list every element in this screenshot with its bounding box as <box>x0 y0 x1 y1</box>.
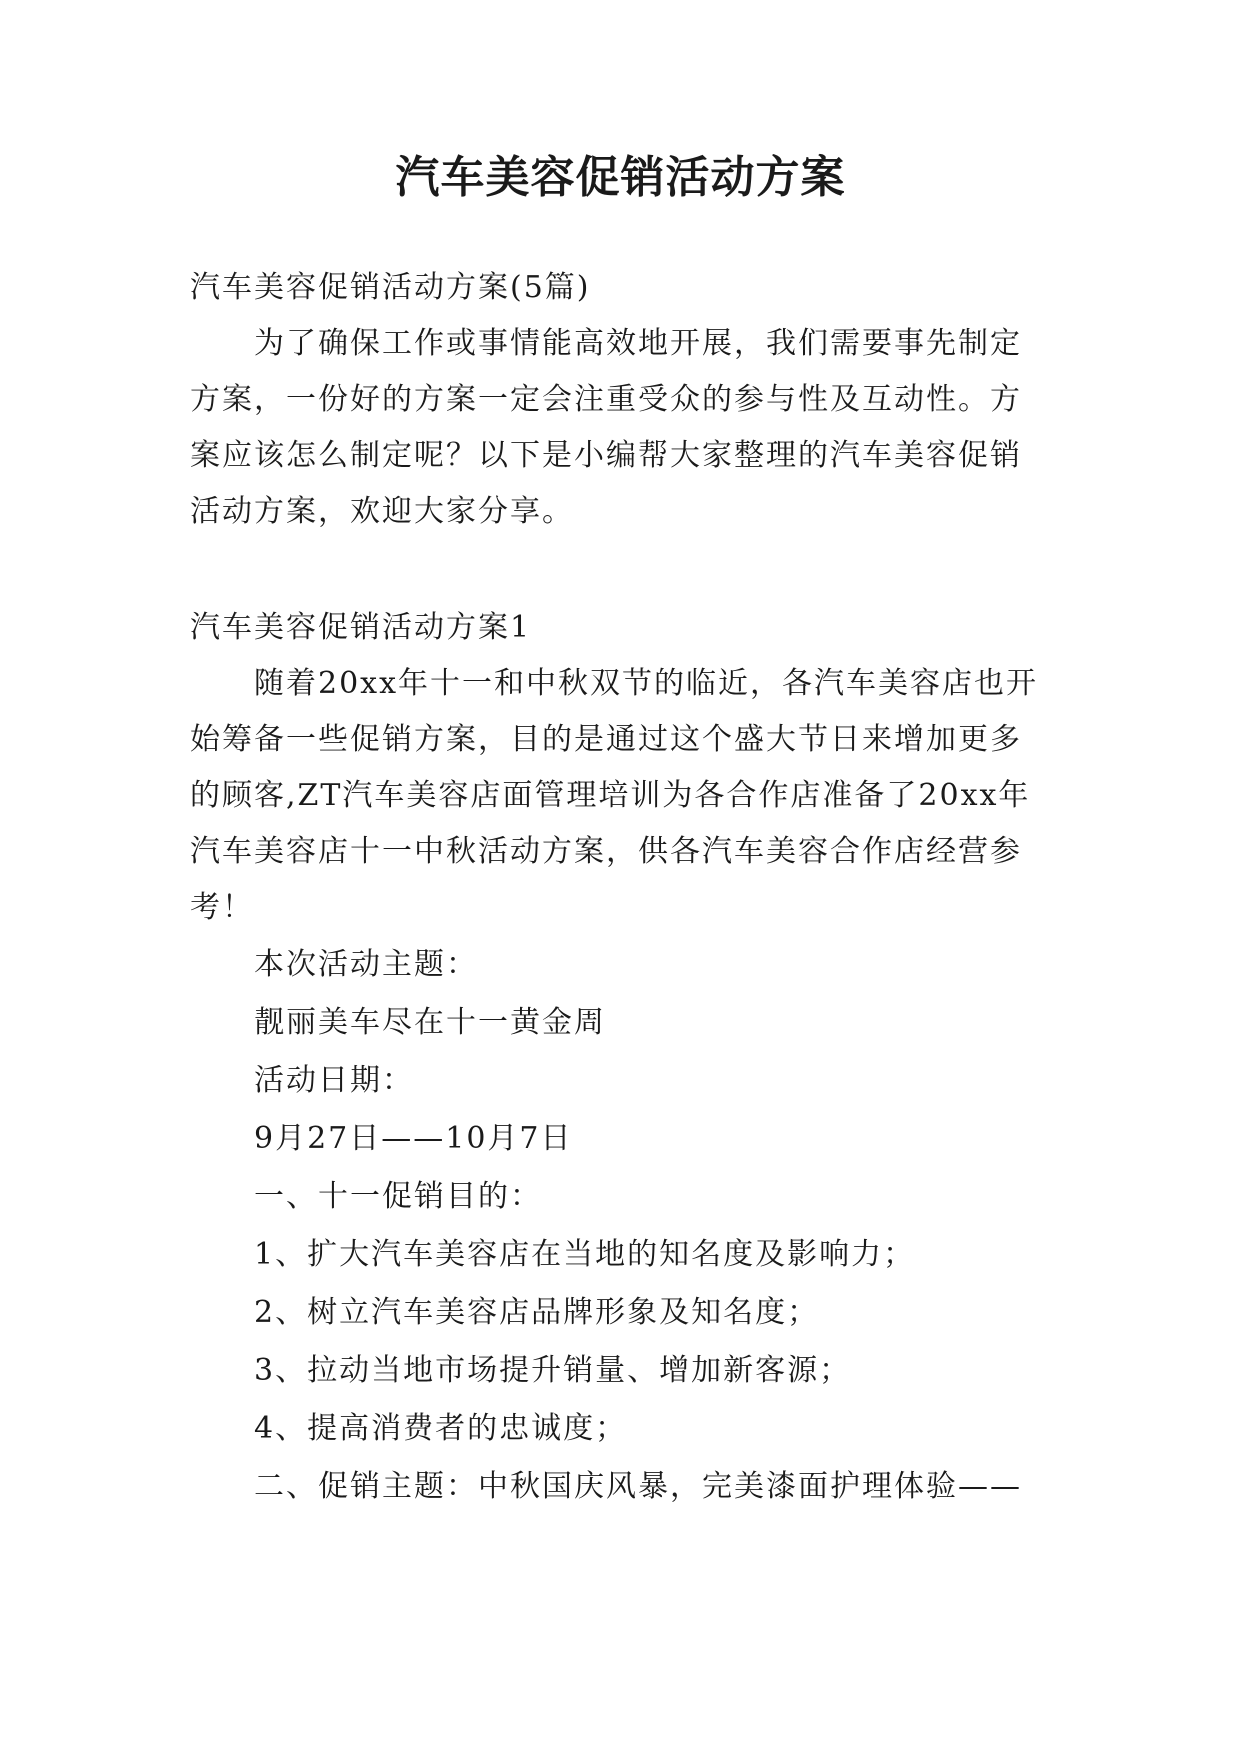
section-spacer <box>190 540 1050 600</box>
promotion-theme: 二、促销主题：中秋国庆风暴，完美漆面护理体验—— <box>254 1469 1022 1504</box>
activity-theme-value: 靓丽美车尽在十一黄金周 <box>254 1005 606 1040</box>
goal-item: 2、树立汽车美容店品牌形象及知名度； <box>254 1295 820 1330</box>
document-body <box>190 260 1050 1516</box>
goal-heading: 一、十一促销目的： <box>254 1179 542 1214</box>
section-paragraph: 随着20xx年十一和中秋双节的临近，各汽车美容店也开始筹备一些促销方案，目的是通过这个盛大节日来增加更多的顾客,ZT汽车美容店面管理培训为各合作店准备了20xx年汽车美容店十一中秋活动方案，供各汽车美容合作店经营参考！ <box>190 666 1039 925</box>
intro-paragraph: 为了确保工作或事情能高效地开展，我们需要事先制定方案，一份好的方案一定会注重受众的参与性及互动性。方案应该怎么制定呢？以下是小编帮大家整理的汽车美容促销活动方案，欢迎大家分享。 <box>190 326 1022 529</box>
goal-item: 4、提高消费者的忠诚度； <box>254 1411 628 1446</box>
activity-date-label: 活动日期： <box>254 1063 414 1098</box>
activity-theme-label: 本次活动主题： <box>254 947 478 982</box>
goal-item: 1、扩大汽车美容店在当地的知名度及影响力； <box>254 1237 916 1272</box>
section-heading: 汽车美容促销活动方案1 <box>190 610 532 645</box>
goal-item: 3、拉动当地市场提升销量、增加新客源； <box>254 1353 852 1388</box>
document-subtitle: 汽车美容促销活动方案(5篇) <box>190 270 591 305</box>
document-title: 汽车美容促销活动方案 <box>395 152 846 203</box>
activity-date-value: 9月27日——10月7日 <box>254 1121 573 1156</box>
